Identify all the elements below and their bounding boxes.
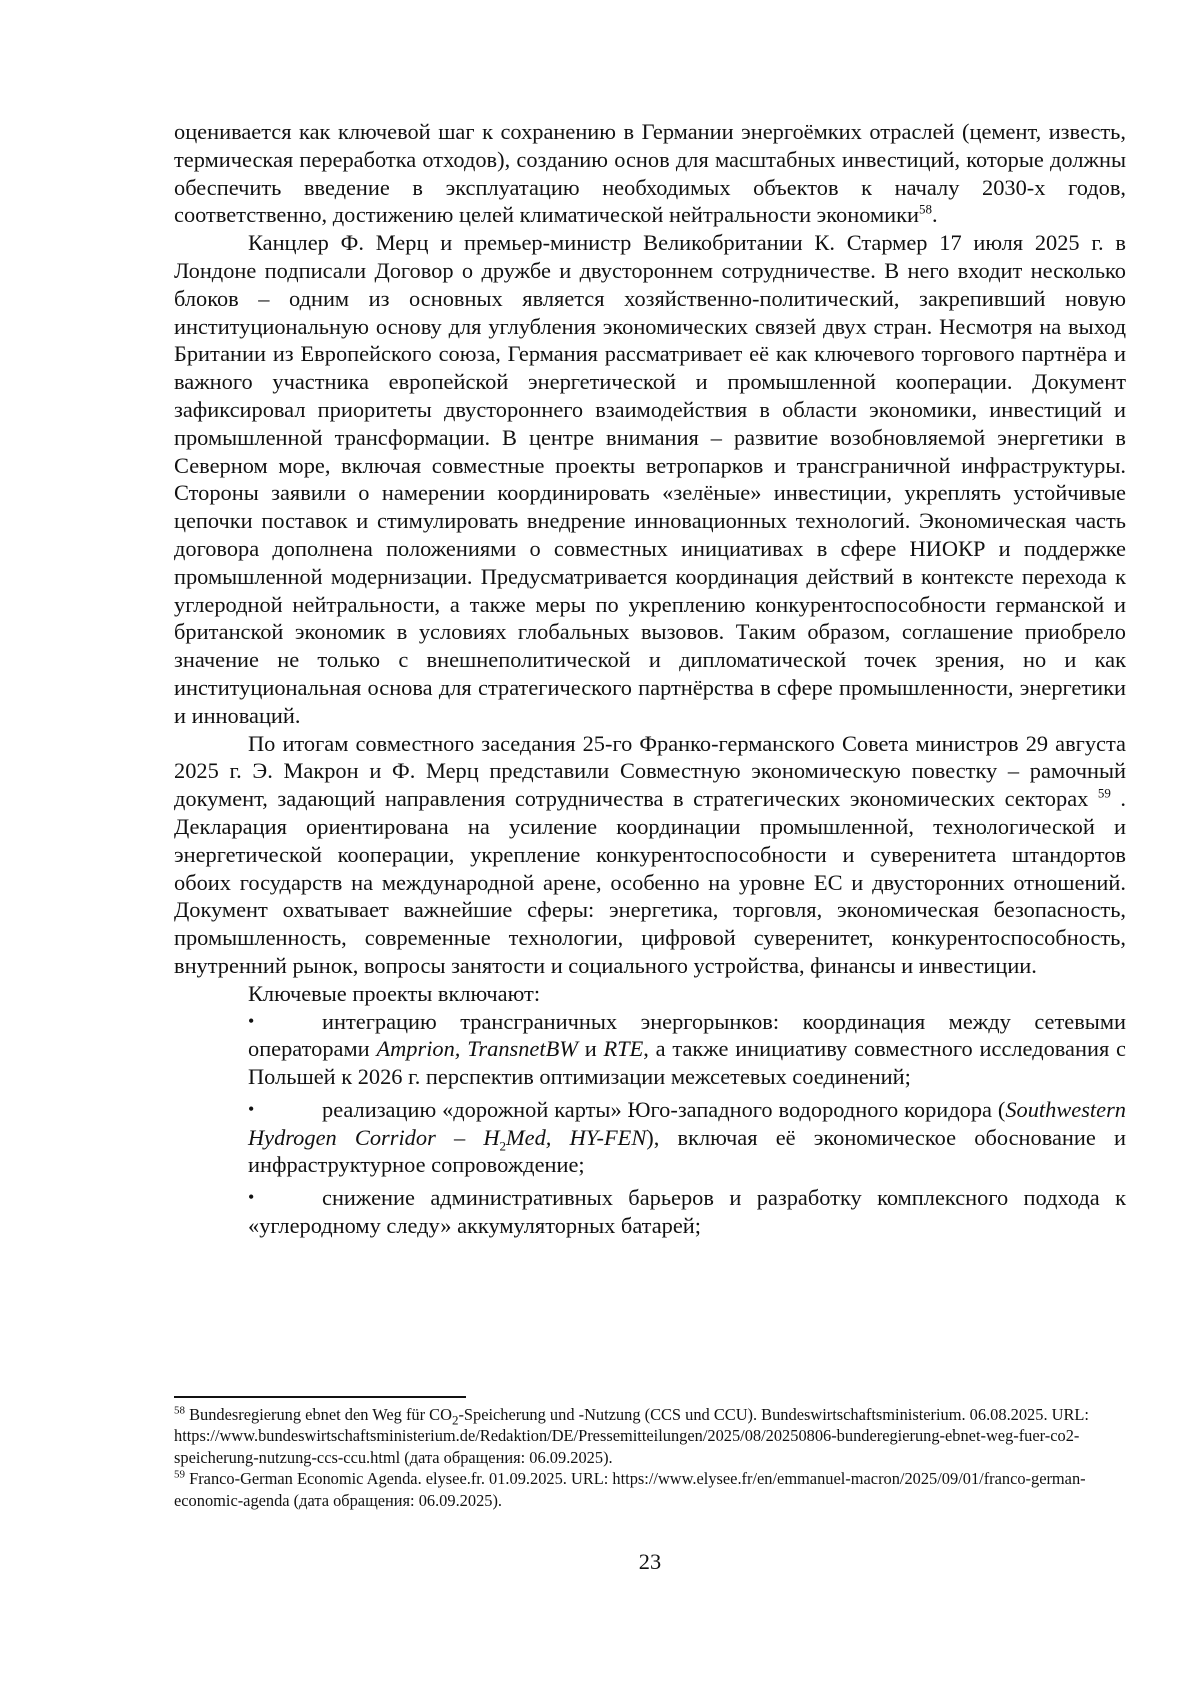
list-item-italic: Southwestern Hydrogen Corridor – H	[248, 1096, 1126, 1150]
bullet-icon: •	[248, 1187, 255, 1208]
paragraph-2: Канцлер Ф. Мерц и премьер-министр Великобритании К. Стармер 17 июля 2025 г. в Лондоне подписали Договор о дружбе и двустороннем сотрудничестве. В него входит несколько блоков – одним из основных является хозяйственно-политический, закрепивший новую институциональную основу для углубления экономических связей двух стран. Несмотря на выход Британии из Европейского союза, Германия рассматривает её как ключевого торгового партнёра и важного участника европейской энергетической и промышленной кооперации. Документ зафиксировал приоритеты двустороннего взаимодействия в области экономики, инвестиций и промышленной трансформации. В центре внимания – развитие возобновляемой энергетики в Северном море, включая совместные проекты ветропарков и трансграничной инфраструктуры. Стороны заявили о намерении координировать «зелёные» инвестиции, укреплять устойчивые цепочки поставок и стимулировать внедрение инновационных технологий. Экономическая часть договора дополнена положениями о совместных инициативах в сфере НИОКР и поддержке промышленной модернизации. Предусматривается координация действий в контексте перехода к углеродной нейтральности, а также меры по укреплению конкурентоспособности германской и британской экономик в условиях глобальных вызовов. Таким образом, соглашение приобрело значение не только с внешнеполитической и дипломатической точек зрения, но и как институциональная основа для стратегического партнёрства в сфере промышленности, энергетики и инноваций.	[174, 230, 1126, 728]
footnote-text: Franco-German Economic Agenda. elysee.fr. 01.09.2025. URL: https://www.elysee.fr/en/emmanuel-macron/2025/09/01/franco-german-economic-agenda (дата обращения: 06.09.2025).	[174, 1469, 1086, 1510]
list-intro: Ключевые проекты включают:	[248, 980, 541, 1006]
list-item-italic: Med, HY-FEN	[506, 1124, 647, 1150]
list-item	[248, 1096, 1126, 1179]
footnote-58	[174, 1404, 1126, 1468]
page-number: 23	[638, 1549, 662, 1574]
list-item-text: реализацию «дорожной карты» Юго-западного водородного коридора (	[322, 1096, 1006, 1122]
list-item-italic: Amprion, TransnetBW	[376, 1036, 578, 1062]
list-item-text: и	[577, 1036, 604, 1062]
footnote-number: 59	[174, 1468, 185, 1481]
subscript: 2	[451, 1412, 459, 1428]
subscript: 2	[499, 1138, 507, 1154]
footnote-number: 58	[174, 1404, 185, 1417]
footnote-ref-59: 59	[1097, 785, 1111, 801]
list-item-text: ), включая её экономическое обоснование и инфраструктурное сопровождение;	[248, 1124, 1127, 1178]
bullet-icon: •	[248, 1098, 255, 1119]
footnote-59	[174, 1468, 1126, 1511]
paragraph-1	[174, 118, 1126, 229]
list-item-italic: RTE	[603, 1036, 644, 1062]
projects-list	[174, 1008, 1126, 1240]
list-item-text: , а также инициативу совместного исследования с Польшей к 2026 г. перспектив оптимизации межсетевых соединений;	[248, 1036, 1126, 1090]
paragraph-1-text: оценивается как ключевой шаг к сохранению в Германии энергоёмких отраслей (цемент, известь, термическая переработка отходов), созданию основ для масштабных инвестиций, которые должны обеспечить введение в эксплуатацию необходимых объектов к началу 2030-х годов, соответственно, достижению целей климатической нейтральности экономики	[174, 119, 1126, 228]
footnotes	[174, 1404, 1126, 1511]
list-item-text: снижение административных барьеров и разработку комплексного подхода к «углеродному следу» аккумуляторных батарей;	[248, 1185, 1126, 1239]
list-item	[248, 1008, 1126, 1091]
paragraph-3-text: По итогам совместного заседания 25-го Франко-германского Совета министров 29 августа 2025 г. Э. Макрон и Ф. Мерц представили Совместную экономическую повестку – рамочный документ, задающий направления сотрудничества в стратегических экономических секторах	[174, 730, 1126, 812]
paragraph-3	[174, 730, 1126, 980]
paragraph-1-end: .	[932, 202, 938, 228]
main-text	[174, 118, 1126, 1245]
footnote-text: -Speicherung und -Nutzung (CCS und CCU). Bundeswirtschaftsministerium. 06.08.2025. URL: https://www.bundeswirtschaftsministerium.de/Redaktion/DE/Pressemitteilungen/2025/08/20250806-bunderegierung-ebnet-weg-fuer-co2-speicherung-nutzung-ccs-ccu.html (дата обращения: 06.09.2025).	[174, 1405, 1089, 1467]
list-item	[248, 1184, 1126, 1240]
bullet-icon: •	[248, 1010, 255, 1031]
list-item-text: интеграцию трансграничных энергорынков: координация между сетевыми операторами	[248, 1008, 1126, 1062]
footnote-text: Bundesregierung ebnet den Weg für CO	[185, 1405, 452, 1424]
paragraph-3-rest: . Декларация ориентирована на усиление координации промышленной, технологической и энергетической кооперации, укрепление конкурентоспособности и суверенитета штандортов обоих государств на международной арене, особенно на уровне ЕС и двусторонних отношений. Документ охватывает важнейшие сферы: энергетика, торговля, экономическая безопасность, промышленность, современные технологии, цифровой суверенитет, конкурентоспособность, внутренний рынок, вопросы занятости и социального устройства, финансы и инвестиции.	[174, 786, 1126, 978]
footnote-ref-58: 58	[919, 201, 932, 217]
footnote-separator	[174, 1396, 466, 1398]
